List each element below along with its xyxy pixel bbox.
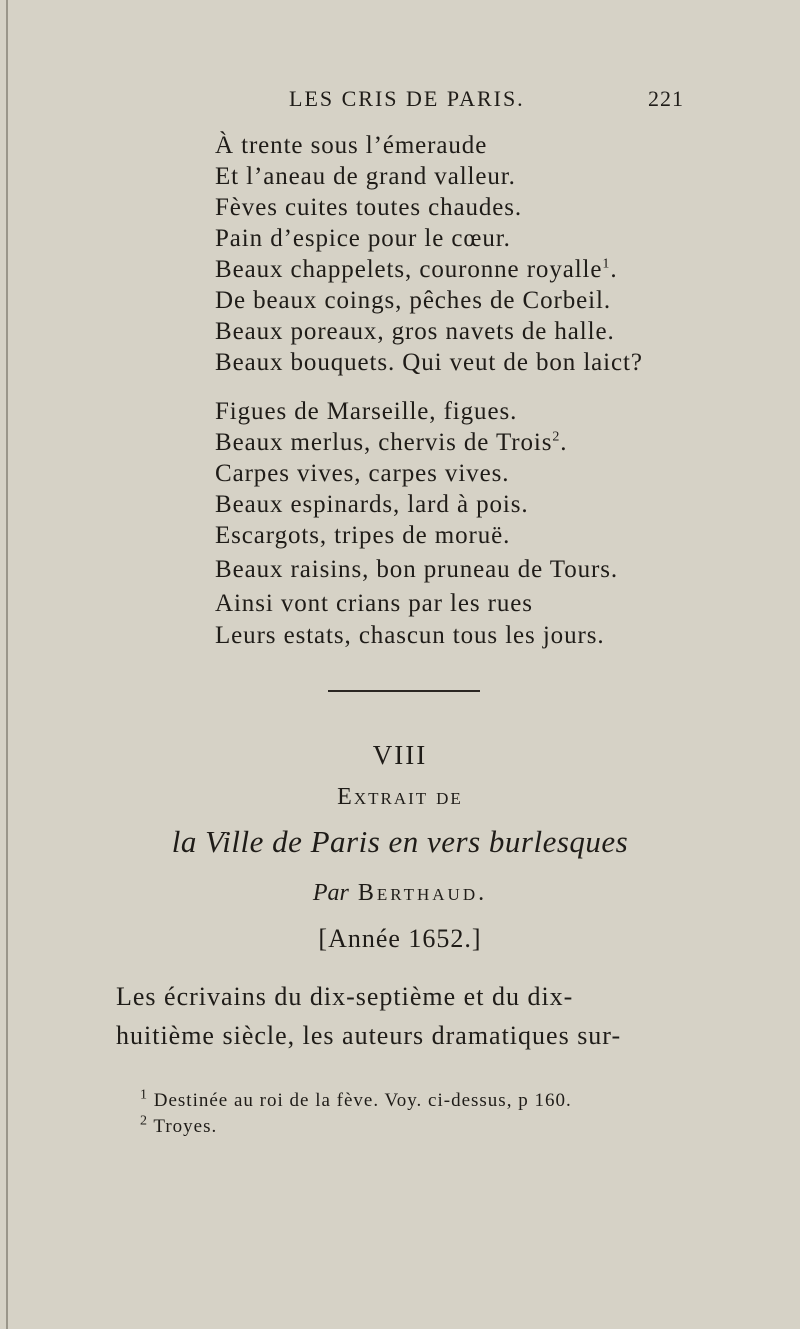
prose-line: Les écrivains du dix-septième et du dix-	[116, 982, 574, 1011]
verse-line: Pain d’espice pour le cœur.	[215, 225, 511, 252]
section-year: [Année 1652.]	[318, 924, 482, 953]
section-divider	[328, 690, 480, 692]
footnote: $^2$ Troyes.	[140, 1113, 218, 1137]
author-name: Berthaud.	[357, 880, 488, 906]
footnote: $^1$ Destinée au roi de la fève. Voy. ci-dessus, p 160.	[140, 1087, 572, 1111]
page-number: 221	[648, 86, 684, 111]
verse-line: Leurs estats, chascun tous les jours.	[215, 622, 605, 649]
verse-line: De beaux coings, pêches de Corbeil.	[215, 287, 611, 314]
verse-line: Ainsi vont crians par les rues	[215, 590, 533, 617]
running-header: LES CRIS DE PARIS.	[289, 86, 525, 111]
section-title: la Ville de Paris en vers burlesques	[171, 824, 629, 859]
footnote-mark: 1	[140, 1087, 148, 1103]
verse-line: À trente sous l’émeraude	[215, 132, 488, 159]
verse-line: Beaux bouquets. Qui veut de bon laict?	[215, 349, 643, 376]
verse-line: Fèves cuites toutes chaudes.	[215, 194, 523, 221]
footnote-ref: 1	[602, 256, 611, 272]
page-edge	[6, 0, 8, 1329]
verse-line: Escargots, tripes de moruë.	[215, 522, 511, 549]
verse-line: Et l’aneau de grand valleur.	[215, 163, 516, 190]
section-number: VIII	[372, 740, 428, 770]
verse-line: Figues de Marseille, figues.	[215, 398, 518, 425]
verse-line: Beaux merlus, chervis de Trois$^2$.	[215, 429, 568, 456]
prose-line: huitième siècle, les auteurs dramatiques sur-	[116, 1021, 622, 1050]
footnote-mark: 2	[140, 1113, 148, 1129]
verse-line: Beaux espinards, lard à pois.	[215, 491, 529, 518]
verse-line: Beaux chappelets, couronne royalle$^1$.	[215, 256, 618, 283]
section-author	[0, 880, 800, 907]
footnote-ref: 2	[552, 429, 561, 445]
verse-line: Beaux poreaux, gros navets de halle.	[215, 318, 615, 345]
author-prefix: Par	[312, 880, 349, 906]
verse-line: Beaux raisins, bon pruneau de Tours.	[215, 556, 619, 583]
section-subtitle: Extrait de	[337, 784, 463, 810]
verse-line: Carpes vives, carpes vives.	[215, 460, 510, 487]
